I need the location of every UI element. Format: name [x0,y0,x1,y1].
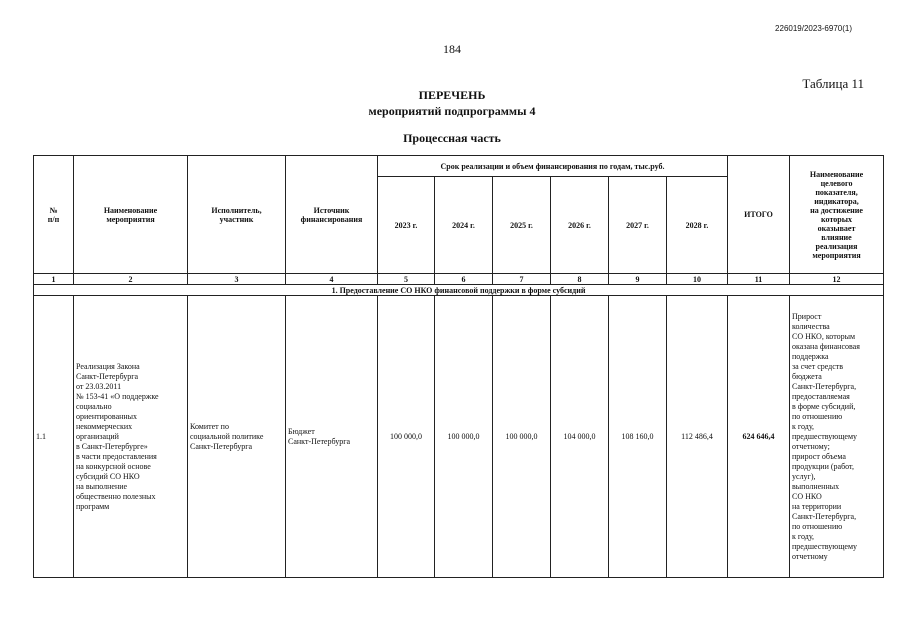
col-header-year: 2025 г. [493,177,551,274]
year-value: 100 000,0 [493,296,551,578]
col-header-source: Источник финансирования [286,156,378,274]
document-id: 226019/2023-6970(1) [775,24,852,33]
col-header-indicator: Наименование целевого показателя, индикатора, на достижение которых оказывает влияние реализация мероприятия [790,156,884,274]
year-value: 108 160,0 [609,296,667,578]
target-indicator: Прирост количества СО НКО, которым оказана финансовая поддержка за счет средств бюджета Санкт-Петербурга, предоставляемая в форме субсидий, по отношению к году, предшествующему отчетному; прирост объема продукции (работ, услуг), выполненных СО НКО на территории Санкт-Петербурга, по отношению к году, предшествующему отчетному [790,296,884,578]
col-header-period-group: Срок реализации и объем финансирования по годам, тыс.руб. [378,156,728,177]
col-header-year: 2023 г. [378,177,435,274]
page-number: 184 [443,42,461,56]
column-number: 5 [378,274,435,285]
document-subtitle: мероприятий подпрограммы 4 [368,104,536,118]
column-number: 2 [74,274,188,285]
section-row-title: 1. Предоставление СО НКО финансовой поддержки в форме субсидий [34,285,884,296]
header-row-top [34,156,884,177]
column-number: 9 [609,274,667,285]
table-label: Таблица 11 [802,76,864,91]
column-number: 8 [551,274,609,285]
year-value: 100 000,0 [435,296,493,578]
column-number: 7 [493,274,551,285]
column-number: 12 [790,274,884,285]
column-number-row [34,274,884,285]
year-value: 112 486,4 [667,296,728,578]
measures-table [33,155,884,578]
column-number: 4 [286,274,378,285]
document-title: ПЕРЕЧЕНЬ [418,88,486,102]
section-title: Процессная часть [403,131,501,145]
table-row [34,296,884,578]
col-header-year: 2026 г. [551,177,609,274]
column-number: 11 [728,274,790,285]
col-header-name: Наименование мероприятия [74,156,188,274]
col-header-num: № п/п [34,156,74,274]
total-value: 624 646,4 [728,296,790,578]
section-row [34,285,884,296]
column-number: 10 [667,274,728,285]
executor: Комитет по социальной политике Санкт-Петербурга [188,296,286,578]
year-value: 104 000,0 [551,296,609,578]
col-header-total: ИТОГО [728,156,790,274]
funding-source: Бюджет Санкт-Петербурга [286,296,378,578]
year-value: 100 000,0 [378,296,435,578]
col-header-year: 2027 г. [609,177,667,274]
column-number: 6 [435,274,493,285]
col-header-year: 2024 г. [435,177,493,274]
col-header-executor: Исполнитель, участник [188,156,286,274]
col-header-year: 2028 г. [667,177,728,274]
column-number: 3 [188,274,286,285]
column-number: 1 [34,274,74,285]
row-number: 1.1 [34,296,74,578]
measure-name: Реализация Закона Санкт-Петербурга от 23.03.2011 № 153-41 «О поддержке социально ориентированных некоммерческих организаций в Санкт-Петербурге» в части предоставления на конкурсной основе субсидий СО НКО на выполнение общественно полезных программ [74,296,188,578]
